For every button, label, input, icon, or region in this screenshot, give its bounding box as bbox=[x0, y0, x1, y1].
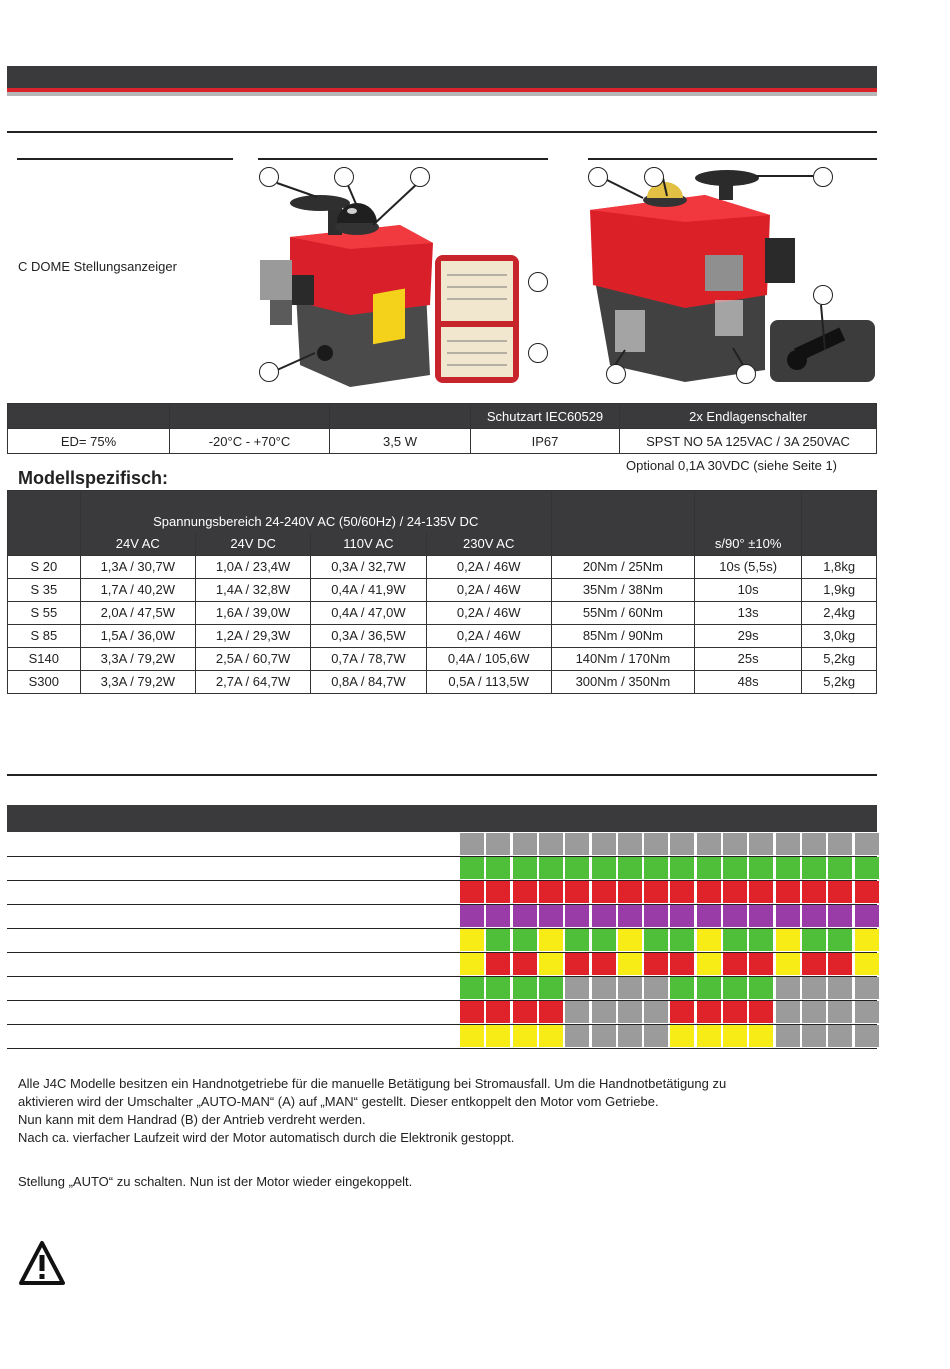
dome-indicator-label: C DOME Stellungsanzeiger bbox=[18, 259, 177, 274]
led-state-cell bbox=[723, 929, 747, 951]
led-state-cell bbox=[539, 1025, 563, 1047]
table-cell: 20Nm / 25Nm bbox=[551, 555, 694, 578]
table-cell: 3,3A / 79,2W bbox=[80, 670, 195, 693]
led-state-cell bbox=[565, 881, 589, 903]
matrix-row bbox=[7, 928, 877, 953]
callout-circle bbox=[644, 167, 664, 187]
led-state-cell bbox=[565, 929, 589, 951]
table-cell: 0,4A / 41,9W bbox=[311, 578, 426, 601]
spec-value: ED= 75% bbox=[8, 429, 170, 454]
led-state-cell bbox=[670, 833, 694, 855]
led-state-cell bbox=[486, 1025, 510, 1047]
led-state-cell bbox=[539, 857, 563, 879]
led-state-cell bbox=[644, 833, 668, 855]
matrix-row bbox=[7, 1000, 877, 1025]
led-state-cell bbox=[460, 881, 484, 903]
led-state-cell bbox=[565, 857, 589, 879]
table-cell: 0,7A / 78,7W bbox=[311, 647, 426, 670]
led-state-cell bbox=[513, 977, 537, 999]
spec-value: SPST NO 5A 125VAC / 3A 250VAC bbox=[620, 429, 877, 454]
led-state-cell bbox=[697, 929, 721, 951]
led-state-cell bbox=[565, 833, 589, 855]
voltage-col-header: 24V DC bbox=[195, 533, 310, 556]
table-cell: 5,2kg bbox=[802, 670, 877, 693]
spec-header bbox=[170, 404, 330, 429]
led-state-cell bbox=[828, 833, 852, 855]
led-state-cell bbox=[592, 857, 616, 879]
led-state-cell bbox=[670, 953, 694, 975]
table-cell: 1,2A / 29,3W bbox=[195, 624, 310, 647]
led-state-cell bbox=[670, 1001, 694, 1023]
led-state-cell bbox=[828, 953, 852, 975]
led-state-cell bbox=[513, 833, 537, 855]
table-cell: 85Nm / 90Nm bbox=[551, 624, 694, 647]
table-cell: 1,4A / 32,8W bbox=[195, 578, 310, 601]
voltage-col-header: 24V AC bbox=[80, 533, 195, 556]
callout-circle bbox=[528, 343, 548, 363]
callout-circle bbox=[736, 364, 756, 384]
table-row bbox=[8, 647, 877, 670]
table-cell: 300Nm / 350Nm bbox=[551, 670, 694, 693]
led-state-cell bbox=[749, 1025, 773, 1047]
led-state-cell bbox=[618, 881, 642, 903]
led-state-cell bbox=[802, 953, 826, 975]
matrix-row bbox=[7, 904, 877, 929]
table-cell: 0,4A / 105,6W bbox=[426, 647, 551, 670]
table-row bbox=[8, 601, 877, 624]
led-state-cell bbox=[460, 1025, 484, 1047]
table-row bbox=[8, 578, 877, 601]
table-cell: 2,4kg bbox=[802, 601, 877, 624]
spec-header bbox=[330, 404, 471, 429]
led-state-cell bbox=[697, 1025, 721, 1047]
table-cell: 10s bbox=[694, 578, 801, 601]
led-state-cell bbox=[644, 905, 668, 927]
led-state-cell bbox=[855, 977, 879, 999]
led-state-cell bbox=[513, 881, 537, 903]
led-state-cell bbox=[486, 977, 510, 999]
matrix-row bbox=[7, 976, 877, 1001]
led-state-cell bbox=[723, 881, 747, 903]
led-state-cell bbox=[749, 977, 773, 999]
led-state-cell bbox=[776, 857, 800, 879]
led-state-cell bbox=[592, 881, 616, 903]
table-cell: S300 bbox=[8, 670, 81, 693]
led-state-cell bbox=[723, 833, 747, 855]
led-state-cell bbox=[855, 929, 879, 951]
table-cell: 25s bbox=[694, 647, 801, 670]
led-state-cell bbox=[486, 1001, 510, 1023]
led-state-cell bbox=[855, 857, 879, 879]
led-state-cell bbox=[828, 857, 852, 879]
led-state-cell bbox=[723, 905, 747, 927]
led-state-cell bbox=[776, 833, 800, 855]
led-state-cell bbox=[565, 953, 589, 975]
led-state-cell bbox=[644, 1025, 668, 1047]
led-state-cell bbox=[723, 953, 747, 975]
warning-triangle-icon bbox=[18, 1240, 66, 1286]
led-state-cell bbox=[513, 905, 537, 927]
section-divider bbox=[7, 131, 877, 133]
led-state-cell bbox=[802, 905, 826, 927]
led-state-cell bbox=[539, 905, 563, 927]
led-state-cell bbox=[618, 929, 642, 951]
led-state-cell bbox=[697, 857, 721, 879]
spec-value: -20°C - +70°C bbox=[170, 429, 330, 454]
table-cell: 0,2A / 46W bbox=[426, 624, 551, 647]
led-state-cell bbox=[513, 1025, 537, 1047]
section-title: Modellspezifisch: bbox=[18, 468, 169, 488]
table-cell: 0,3A / 36,5W bbox=[311, 624, 426, 647]
spec-header: Schutzart IEC60529 bbox=[471, 404, 620, 429]
led-state-cell bbox=[670, 881, 694, 903]
actuator-photo-front bbox=[255, 165, 555, 390]
spec-value: IP67 bbox=[471, 429, 620, 454]
led-state-cell bbox=[776, 929, 800, 951]
led-state-cell bbox=[855, 1001, 879, 1023]
led-state-cell bbox=[670, 857, 694, 879]
table-row bbox=[8, 555, 877, 578]
header-bar bbox=[7, 66, 877, 88]
led-state-cell bbox=[618, 953, 642, 975]
led-state-cell bbox=[565, 977, 589, 999]
table-row bbox=[8, 624, 877, 647]
led-state-cell bbox=[828, 905, 852, 927]
callout-circle bbox=[410, 167, 430, 187]
column-divider-left bbox=[17, 158, 233, 160]
table-cell: 0,2A / 46W bbox=[426, 555, 551, 578]
callout-circle bbox=[528, 272, 548, 292]
led-state-cell bbox=[697, 977, 721, 999]
led-state-cell bbox=[802, 1025, 826, 1047]
led-state-cell bbox=[618, 1001, 642, 1023]
table-row bbox=[8, 670, 877, 693]
section-divider bbox=[7, 774, 877, 776]
paragraph-line: Alle J4C Modelle besitzen ein Handnotgetriebe für die manuelle Betätigung bei Stromausfall. Um die Handnotbetätigung zu bbox=[18, 1076, 727, 1091]
led-state-cell bbox=[697, 833, 721, 855]
led-state-cell bbox=[749, 953, 773, 975]
led-state-cell bbox=[855, 1025, 879, 1047]
led-state-cell bbox=[828, 929, 852, 951]
spec-value: 3,5 W bbox=[330, 429, 471, 454]
led-state-cell bbox=[486, 857, 510, 879]
led-state-cell bbox=[486, 881, 510, 903]
table-cell: 1,8kg bbox=[802, 555, 877, 578]
led-state-cell bbox=[592, 977, 616, 999]
led-state-cell bbox=[776, 1001, 800, 1023]
led-state-cell bbox=[697, 881, 721, 903]
general-spec-table bbox=[7, 403, 877, 454]
led-state-cell bbox=[802, 929, 826, 951]
led-state-cell bbox=[592, 833, 616, 855]
voltage-col-header: 230V AC bbox=[426, 533, 551, 556]
led-state-cell bbox=[802, 833, 826, 855]
model-table bbox=[7, 490, 877, 694]
table-cell: 0,2A / 46W bbox=[426, 578, 551, 601]
led-state-cell bbox=[460, 929, 484, 951]
led-state-cell bbox=[749, 1001, 773, 1023]
table-cell: 140Nm / 170Nm bbox=[551, 647, 694, 670]
led-state-cell bbox=[855, 881, 879, 903]
spec-header: 2x Endlagenschalter bbox=[620, 404, 877, 429]
led-state-cell bbox=[592, 929, 616, 951]
led-state-cell bbox=[776, 953, 800, 975]
led-state-cell bbox=[592, 953, 616, 975]
table-cell: 0,4A / 47,0W bbox=[311, 601, 426, 624]
led-state-cell bbox=[776, 881, 800, 903]
optional-note: Optional 0,1A 30VDC (siehe Seite 1) bbox=[626, 458, 838, 473]
led-state-cell bbox=[592, 1025, 616, 1047]
table-cell: 0,3A / 32,7W bbox=[311, 555, 426, 578]
led-state-cell bbox=[539, 833, 563, 855]
model-header-empty bbox=[8, 491, 81, 556]
led-state-cell bbox=[460, 857, 484, 879]
led-state-cell bbox=[855, 953, 879, 975]
voltage-col-header: 110V AC bbox=[311, 533, 426, 556]
actuator-photo-rear bbox=[585, 160, 880, 390]
led-state-cell bbox=[565, 1001, 589, 1023]
led-state-cell bbox=[513, 1001, 537, 1023]
paragraph-line: Nun kann mit dem Handrad (B) der Antrieb verdreht werden. bbox=[18, 1112, 366, 1127]
led-state-cell bbox=[644, 977, 668, 999]
matrix-row bbox=[7, 880, 877, 905]
led-state-cell bbox=[539, 881, 563, 903]
table-cell: 0,8A / 84,7W bbox=[311, 670, 426, 693]
led-state-cell bbox=[828, 881, 852, 903]
table-cell: 13s bbox=[694, 601, 801, 624]
table-cell: 0,2A / 46W bbox=[426, 601, 551, 624]
table-cell: 1,3A / 30,7W bbox=[80, 555, 195, 578]
led-state-cell bbox=[644, 929, 668, 951]
voltage-range-header: Spannungsbereich 24-240V AC (50/60Hz) / 24-135V DC bbox=[80, 491, 551, 533]
led-state-cell bbox=[828, 1001, 852, 1023]
table-cell: 1,9kg bbox=[802, 578, 877, 601]
paragraph-line: Nach ca. vierfacher Laufzeit wird der Motor automatisch durch die Elektronik gestoppt. bbox=[18, 1130, 515, 1145]
matrix-row bbox=[7, 952, 877, 977]
callout-circle bbox=[259, 362, 279, 382]
table-cell: S 85 bbox=[8, 624, 81, 647]
table-cell: 29s bbox=[694, 624, 801, 647]
led-state-cell bbox=[697, 953, 721, 975]
callout-circle bbox=[334, 167, 354, 187]
led-state-cell bbox=[460, 977, 484, 999]
led-state-cell bbox=[592, 1001, 616, 1023]
led-state-cell bbox=[644, 953, 668, 975]
led-state-cell bbox=[486, 953, 510, 975]
led-state-cell bbox=[776, 905, 800, 927]
led-state-cell bbox=[618, 977, 642, 999]
weight-header bbox=[802, 491, 877, 556]
led-state-cell bbox=[749, 905, 773, 927]
table-cell: 3,3A / 79,2W bbox=[80, 647, 195, 670]
table-cell: 2,0A / 47,5W bbox=[80, 601, 195, 624]
led-state-cell bbox=[618, 905, 642, 927]
matrix-row bbox=[7, 856, 877, 881]
led-state-cell bbox=[749, 833, 773, 855]
table-cell: 1,7A / 40,2W bbox=[80, 578, 195, 601]
led-state-cell bbox=[644, 857, 668, 879]
led-state-cell bbox=[670, 1025, 694, 1047]
header-grey-stripe bbox=[7, 92, 877, 96]
led-state-cell bbox=[539, 977, 563, 999]
table-cell: 10s (5,5s) bbox=[694, 555, 801, 578]
time-header: s/90° ±10% bbox=[694, 491, 801, 556]
table-cell: 1,6A / 39,0W bbox=[195, 601, 310, 624]
torque-header bbox=[551, 491, 694, 556]
led-state-cell bbox=[644, 1001, 668, 1023]
callout-circle bbox=[606, 364, 626, 384]
led-state-cell bbox=[749, 857, 773, 879]
led-state-cell bbox=[618, 833, 642, 855]
table-cell: 1,0A / 23,4W bbox=[195, 555, 310, 578]
paragraph-line: aktivieren wird der Umschalter „AUTO-MAN“ (A) auf „MAN“ gestellt. Dieser entkoppelt den Motor vom Getriebe. bbox=[18, 1094, 659, 1109]
led-state-cell bbox=[460, 905, 484, 927]
table-cell: S 20 bbox=[8, 555, 81, 578]
led-state-cell bbox=[855, 833, 879, 855]
table-cell: S140 bbox=[8, 647, 81, 670]
spec-header bbox=[8, 404, 170, 429]
table-cell: S 55 bbox=[8, 601, 81, 624]
led-state-cell bbox=[618, 1025, 642, 1047]
led-state-cell bbox=[486, 905, 510, 927]
manual-override-text bbox=[18, 1075, 918, 1147]
led-state-cell bbox=[513, 857, 537, 879]
led-state-cell bbox=[486, 929, 510, 951]
led-state-cell bbox=[460, 1001, 484, 1023]
table-cell: 1,5A / 36,0W bbox=[80, 624, 195, 647]
led-state-cell bbox=[460, 953, 484, 975]
led-state-cell bbox=[513, 929, 537, 951]
led-state-cell bbox=[513, 953, 537, 975]
led-state-cell bbox=[802, 1001, 826, 1023]
matrix-header-bar bbox=[7, 805, 877, 832]
auto-text: Stellung „AUTO“ zu schalten. Nun ist der Motor wieder eingekoppelt. bbox=[18, 1174, 413, 1189]
led-state-cell bbox=[723, 977, 747, 999]
led-state-cell bbox=[697, 1001, 721, 1023]
led-state-cell bbox=[828, 1025, 852, 1047]
matrix-row bbox=[7, 832, 877, 857]
led-state-cell bbox=[565, 1025, 589, 1047]
column-divider-middle bbox=[258, 158, 548, 160]
led-state-cell bbox=[670, 905, 694, 927]
led-state-cell bbox=[723, 857, 747, 879]
led-state-cell bbox=[723, 1001, 747, 1023]
led-state-cell bbox=[486, 833, 510, 855]
matrix-row bbox=[7, 1024, 877, 1049]
led-state-cell bbox=[565, 905, 589, 927]
led-state-cell bbox=[723, 1025, 747, 1047]
led-state-cell bbox=[539, 929, 563, 951]
table-cell: 3,0kg bbox=[802, 624, 877, 647]
callout-circle bbox=[813, 167, 833, 187]
led-state-cell bbox=[802, 881, 826, 903]
led-state-cell bbox=[539, 953, 563, 975]
callout-circle bbox=[588, 167, 608, 187]
led-state-cell bbox=[776, 1025, 800, 1047]
callout-circle bbox=[813, 285, 833, 305]
table-cell: 48s bbox=[694, 670, 801, 693]
led-state-cell bbox=[592, 905, 616, 927]
led-state-cell bbox=[644, 881, 668, 903]
led-state-cell bbox=[802, 857, 826, 879]
led-state-cell bbox=[539, 1001, 563, 1023]
led-state-cell bbox=[460, 833, 484, 855]
led-state-cell bbox=[828, 977, 852, 999]
led-state-cell bbox=[670, 977, 694, 999]
led-state-cell bbox=[697, 905, 721, 927]
callout-circle bbox=[259, 167, 279, 187]
table-cell: 55Nm / 60Nm bbox=[551, 601, 694, 624]
led-state-cell bbox=[802, 977, 826, 999]
table-cell: 5,2kg bbox=[802, 647, 877, 670]
led-state-cell bbox=[855, 905, 879, 927]
table-cell: S 35 bbox=[8, 578, 81, 601]
led-state-cell bbox=[670, 929, 694, 951]
table-cell: 0,5A / 113,5W bbox=[426, 670, 551, 693]
table-cell: 2,7A / 64,7W bbox=[195, 670, 310, 693]
led-state-cell bbox=[749, 881, 773, 903]
led-state-cell bbox=[749, 929, 773, 951]
led-state-cell bbox=[618, 857, 642, 879]
table-cell: 35Nm / 38Nm bbox=[551, 578, 694, 601]
led-state-cell bbox=[776, 977, 800, 999]
table-cell: 2,5A / 60,7W bbox=[195, 647, 310, 670]
